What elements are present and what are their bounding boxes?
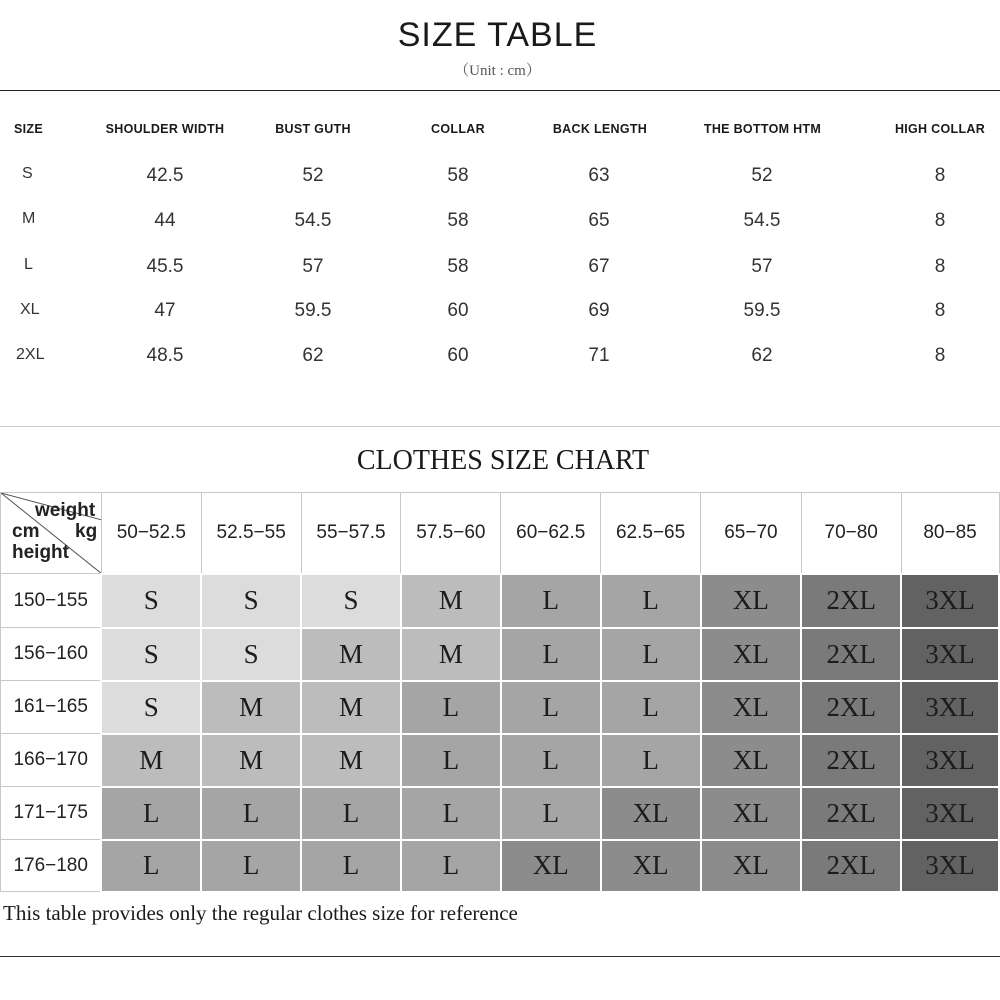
size-chart-cell: S: [301, 574, 401, 628]
chart-row: [1, 787, 1000, 840]
size-chart-cell: L: [601, 734, 701, 787]
size-cell: 8: [934, 345, 946, 366]
size-chart-cell: 2XL: [801, 840, 901, 892]
size-chart-cell: L: [301, 840, 401, 892]
size-cell: 54.5: [743, 210, 781, 231]
size-chart-cell: L: [601, 628, 701, 681]
height-range-label: 161−165: [1, 681, 102, 734]
size-chart-cell: XL: [701, 628, 802, 681]
size-chart-cell: S: [201, 574, 301, 628]
chart-row: [1, 734, 1000, 787]
chart-corner: [1, 493, 102, 574]
size-chart-cell: 3XL: [901, 681, 999, 734]
size-chart-cell: 3XL: [901, 734, 999, 787]
weight-header: 62.5−65: [601, 493, 701, 574]
size-chart-cell: 2XL: [801, 628, 901, 681]
size-chart-cell: S: [101, 628, 201, 681]
size-chart-cell: XL: [501, 840, 601, 892]
size-chart-cell: L: [201, 840, 301, 892]
size-chart-cell: L: [301, 787, 401, 840]
size-chart-cell: XL: [701, 734, 802, 787]
corner-kg-label: kg: [75, 521, 98, 542]
size-chart-cell: M: [201, 681, 301, 734]
chart-row: [1, 681, 1000, 734]
size-cell: 47: [154, 300, 176, 321]
size-table-header: SIZE: [14, 122, 43, 136]
size-chart-table: [0, 492, 1000, 893]
size-cell: M: [22, 210, 36, 227]
height-range-label: 171−175: [1, 787, 102, 840]
corner-height-label: height: [12, 542, 69, 563]
size-chart-cell: L: [401, 734, 501, 787]
size-cell: 45.5: [146, 256, 184, 277]
size-cell: 69: [588, 300, 610, 321]
section-divider: [0, 426, 1000, 427]
size-cell: 52: [751, 165, 773, 186]
size-chart-cell: XL: [701, 840, 802, 892]
size-chart-cell: 3XL: [901, 840, 999, 892]
height-range-label: 166−170: [1, 734, 102, 787]
size-chart-cell: XL: [601, 787, 701, 840]
size-chart-cell: M: [401, 574, 501, 628]
size-cell: 57: [751, 256, 773, 277]
size-chart-cell: XL: [701, 787, 802, 840]
size-chart-cell: L: [101, 787, 201, 840]
size-chart-cell: XL: [701, 681, 802, 734]
size-cell: 8: [934, 210, 946, 231]
size-cell: 67: [588, 256, 610, 277]
size-chart-cell: M: [401, 628, 501, 681]
weight-header: 60−62.5: [501, 493, 601, 574]
size-chart-cell: 3XL: [901, 787, 999, 840]
height-range-label: 176−180: [1, 840, 102, 892]
chart-row: [1, 574, 1000, 628]
size-table-unit: （Unit : cm）: [454, 63, 541, 79]
chart-title: CLOTHES SIZE CHART: [356, 445, 650, 476]
size-cell: 59.5: [294, 300, 332, 321]
chart-body: [1, 574, 1000, 892]
size-cell: 8: [934, 256, 946, 277]
size-cell: 65: [588, 210, 610, 231]
size-chart-cell: 3XL: [901, 574, 999, 628]
size-cell: 44: [154, 210, 176, 231]
size-chart-cell: L: [101, 840, 201, 892]
size-cell: 58: [447, 210, 469, 231]
size-chart-cell: S: [101, 681, 201, 734]
size-chart-cell: S: [101, 574, 201, 628]
size-table-header: BUST GUTH: [275, 122, 351, 136]
size-cell: 59.5: [743, 300, 781, 321]
size-chart-cell: L: [501, 681, 601, 734]
height-range-label: 156−160: [1, 628, 102, 681]
corner-cm-label: cm: [12, 521, 40, 542]
weight-header: 70−80: [801, 493, 901, 574]
size-chart-cell: XL: [601, 840, 701, 892]
chart-header-row: [1, 493, 1000, 574]
size-chart-cell: M: [301, 681, 401, 734]
size-chart-cell: M: [201, 734, 301, 787]
height-range-label: 150−155: [1, 574, 102, 628]
corner-weight-label: weight: [35, 500, 96, 521]
weight-header: 50−52.5: [101, 493, 201, 574]
size-cell: 58: [447, 256, 469, 277]
size-cell: 62: [302, 345, 324, 366]
size-cell: 63: [588, 165, 610, 186]
size-chart-cell: L: [501, 787, 601, 840]
size-cell: XL: [20, 301, 40, 318]
size-table-header: SHOULDER WIDTH: [105, 122, 225, 136]
size-cell: 8: [934, 165, 946, 186]
size-chart-cell: L: [601, 681, 701, 734]
size-cell: 2XL: [16, 346, 45, 363]
size-cell: 62: [751, 345, 773, 366]
size-cell: 52: [302, 165, 324, 186]
size-chart-cell: M: [101, 734, 201, 787]
size-chart-cell: M: [301, 628, 401, 681]
chart-row: [1, 628, 1000, 681]
size-table-header: BACK LENGTH: [552, 122, 648, 136]
size-chart-cell: L: [501, 574, 601, 628]
size-chart-cell: L: [401, 840, 501, 892]
size-cell: 58: [447, 165, 469, 186]
size-chart-cell: L: [601, 574, 701, 628]
size-chart-cell: L: [201, 787, 301, 840]
size-cell: 60: [447, 345, 469, 366]
size-cell: 48.5: [146, 345, 184, 366]
weight-header: 65−70: [701, 493, 802, 574]
size-cell: 71: [588, 345, 610, 366]
size-cell: 42.5: [146, 165, 184, 186]
size-chart-cell: 2XL: [801, 574, 901, 628]
size-cell: 57: [302, 256, 324, 277]
size-chart-cell: L: [501, 734, 601, 787]
size-chart-cell: L: [501, 628, 601, 681]
size-cell: 60: [447, 300, 469, 321]
size-chart-cell: 3XL: [901, 628, 999, 681]
size-chart-cell: M: [301, 734, 401, 787]
size-cell: 8: [934, 300, 946, 321]
size-cell: L: [24, 256, 33, 273]
size-table-title: SIZE TABLE: [397, 16, 598, 54]
bottom-rule: [0, 956, 1000, 957]
chart-row: [1, 840, 1000, 892]
weight-header: 80−85: [901, 493, 999, 574]
size-chart-cell: S: [201, 628, 301, 681]
size-table-header: THE BOTTOM HTM: [703, 122, 822, 136]
size-chart-cell: L: [401, 681, 501, 734]
weight-header: 57.5−60: [401, 493, 501, 574]
size-chart-cell: 2XL: [801, 734, 901, 787]
weight-header: 52.5−55: [201, 493, 301, 574]
size-chart-cell: 2XL: [801, 787, 901, 840]
title-rule: [0, 90, 1000, 91]
size-cell: S: [22, 165, 33, 182]
size-chart-cell: L: [401, 787, 501, 840]
size-chart-cell: XL: [701, 574, 802, 628]
size-table-header: COLLAR: [431, 122, 485, 136]
size-table-header: HIGH COLLAR: [894, 122, 986, 136]
chart-footnote: This table provides only the regular clothes size for reference: [3, 901, 518, 925]
size-cell: 54.5: [294, 210, 332, 231]
size-chart-cell: 2XL: [801, 681, 901, 734]
weight-header: 55−57.5: [301, 493, 401, 574]
